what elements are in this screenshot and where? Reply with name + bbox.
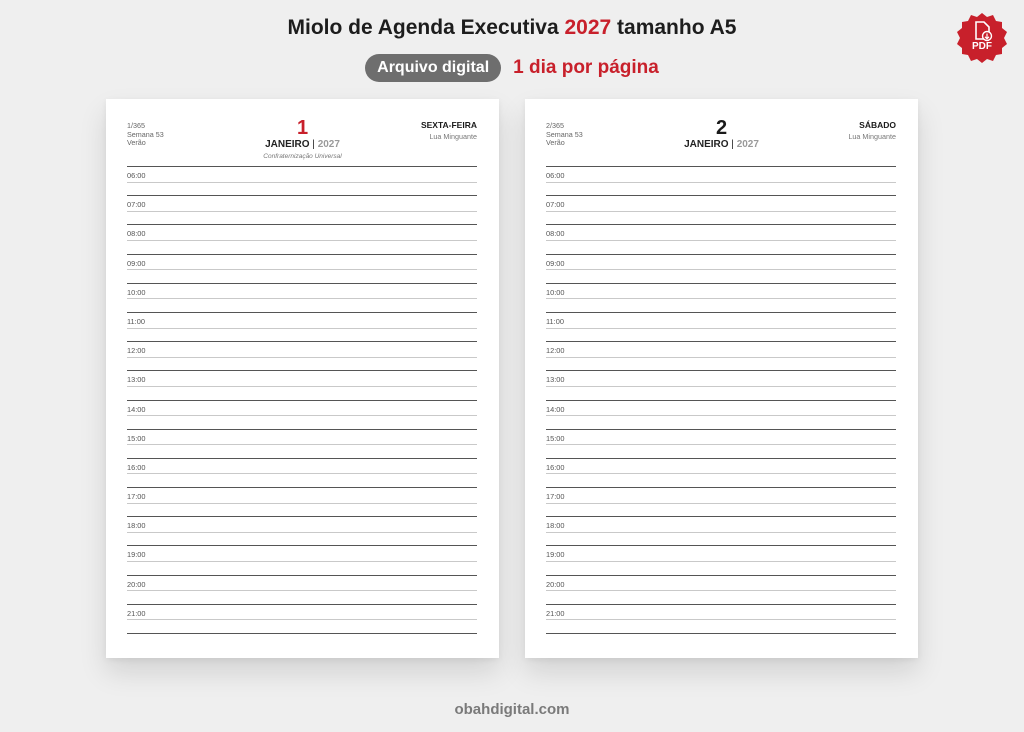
hour-label: 14:00 (127, 404, 146, 414)
season: Verão (546, 138, 565, 148)
subtitle-row (0, 54, 1024, 82)
pdf-label: PDF (972, 41, 992, 52)
hour-slot[interactable] (127, 341, 477, 370)
hour-label: 17:00 (546, 492, 565, 502)
half-hour-line (546, 357, 896, 358)
hour-slot[interactable] (546, 487, 896, 516)
half-hour-line (127, 182, 477, 183)
half-hour-line (127, 444, 477, 445)
hour-slot[interactable] (127, 166, 477, 195)
half-hour-line (127, 473, 477, 474)
digital-file-badge: Arquivo digital (365, 54, 501, 82)
half-hour-line (127, 298, 477, 299)
half-hour-line (127, 590, 477, 591)
pdf-badge (956, 12, 1008, 64)
half-hour-line (127, 269, 477, 270)
hour-slot[interactable] (546, 254, 896, 283)
hour-slot[interactable] (546, 458, 896, 487)
hour-slot[interactable] (127, 545, 477, 574)
hour-label: 12:00 (127, 346, 146, 356)
day-of-year: 2/365 (546, 121, 564, 130)
hour-label: 06:00 (546, 171, 565, 180)
hour-slot[interactable] (127, 370, 477, 399)
hour-label: 15:00 (546, 433, 565, 443)
hour-label: 10:00 (127, 287, 146, 297)
weekday: SÁBADO (859, 120, 896, 130)
hour-slot[interactable] (127, 604, 477, 633)
weekday-block (421, 120, 477, 141)
hour-label: 11:00 (546, 316, 564, 326)
half-hour-line (546, 328, 896, 329)
hour-slot[interactable] (546, 604, 896, 633)
half-hour-line (546, 532, 896, 533)
hour-label: 20:00 (127, 579, 146, 589)
hour-label: 09:00 (127, 258, 146, 268)
half-hour-line (127, 240, 477, 241)
year: 2027 (317, 139, 340, 150)
hour-label: 16:00 (127, 462, 146, 472)
pdf-seal-icon (956, 12, 1008, 64)
hour-slot[interactable] (546, 545, 896, 574)
moon-phase: Lua Minguante (848, 132, 896, 141)
hour-label: 08:00 (127, 229, 146, 239)
hour-label: 07:00 (546, 200, 565, 210)
planner-page-day-2 (525, 99, 918, 658)
hour-label: 18:00 (127, 521, 146, 531)
holiday-label: Confraternização Universal (263, 153, 342, 160)
hour-label: 13:00 (127, 375, 146, 385)
hour-label: 21:00 (127, 608, 146, 618)
hour-slot[interactable] (546, 341, 896, 370)
half-hour-line (546, 503, 896, 504)
half-hour-line (546, 298, 896, 299)
weekday: SEXTA-FEIRA (420, 120, 477, 130)
hour-label: 10:00 (546, 287, 565, 297)
hour-label: 06:00 (127, 171, 146, 180)
half-hour-line (546, 590, 896, 591)
hour-label: 07:00 (127, 200, 146, 210)
page-title (0, 16, 1024, 40)
hour-slot[interactable] (546, 312, 896, 341)
title-text: Miolo de Agenda Executiva (287, 16, 565, 39)
half-hour-line (546, 182, 896, 183)
week-number: Semana 53 (127, 129, 164, 139)
half-hour-line (546, 444, 896, 445)
year: 2027 (736, 139, 759, 150)
separator: | (731, 139, 734, 150)
hour-label: 12:00 (546, 346, 565, 356)
hour-label: 19:00 (546, 550, 565, 560)
title-year: 2027 (564, 16, 612, 39)
half-hour-line (546, 473, 896, 474)
half-hour-line (127, 328, 477, 329)
title-size: tamanho A5 (611, 16, 737, 39)
hour-label: 15:00 (127, 433, 146, 443)
week-number: Semana 53 (546, 129, 583, 139)
hour-slot[interactable] (546, 166, 896, 195)
site-url: obahdigital.com (454, 701, 570, 718)
season: Verão (127, 138, 146, 148)
hour-label: 18:00 (546, 521, 565, 531)
half-hour-line (546, 240, 896, 241)
hour-slot[interactable] (127, 487, 477, 516)
hour-label: 16:00 (546, 462, 565, 472)
planner-page-day-1 (106, 99, 499, 658)
hour-label: 08:00 (546, 229, 565, 239)
separator: | (312, 139, 315, 150)
half-hour-line (127, 561, 477, 562)
day-number: 2 (715, 117, 728, 139)
hour-slot[interactable] (127, 458, 477, 487)
hour-label: 20:00 (546, 579, 565, 589)
month: JANEIRO (684, 139, 729, 150)
hour-slot[interactable] (127, 575, 477, 604)
hour-slots (127, 166, 477, 634)
hour-slot[interactable] (546, 429, 896, 458)
hour-slot[interactable] (127, 429, 477, 458)
hour-slot[interactable] (546, 516, 896, 545)
hour-label: 17:00 (127, 492, 146, 502)
hour-label: 14:00 (546, 404, 565, 414)
half-hour-line (546, 619, 896, 620)
half-hour-line (546, 211, 896, 212)
half-hour-line (127, 386, 477, 387)
hour-label: 13:00 (546, 375, 565, 385)
half-hour-line (546, 561, 896, 562)
hour-slot[interactable] (127, 224, 477, 253)
half-hour-line (127, 619, 477, 620)
tagline: 1 dia por página (513, 57, 659, 78)
half-hour-line (127, 211, 477, 212)
hour-slot[interactable] (546, 575, 896, 604)
hour-slot[interactable] (127, 283, 477, 312)
hour-label: 09:00 (546, 258, 565, 268)
hour-slot[interactable] (546, 283, 896, 312)
closing-line (546, 633, 896, 634)
closing-line (127, 633, 477, 634)
month: JANEIRO (265, 139, 310, 150)
hour-label: 21:00 (546, 608, 565, 618)
hour-label: 11:00 (127, 316, 145, 326)
hour-slot[interactable] (546, 195, 896, 224)
hour-slots (546, 166, 896, 634)
half-hour-line (546, 386, 896, 387)
hour-slot[interactable] (127, 312, 477, 341)
hour-slot[interactable] (127, 195, 477, 224)
hour-slot[interactable] (127, 400, 477, 429)
half-hour-line (127, 503, 477, 504)
half-hour-line (546, 269, 896, 270)
hour-slot[interactable] (127, 516, 477, 545)
moon-phase: Lua Minguante (429, 132, 477, 141)
weekday-block (848, 120, 896, 141)
hour-label: 19:00 (127, 550, 146, 560)
half-hour-line (546, 415, 896, 416)
hour-slot[interactable] (546, 370, 896, 399)
half-hour-line (127, 415, 477, 416)
day-of-year: 1/365 (127, 121, 145, 130)
half-hour-line (127, 532, 477, 533)
half-hour-line (127, 357, 477, 358)
day-number: 1 (296, 117, 309, 139)
hour-slot[interactable] (127, 254, 477, 283)
hour-slot[interactable] (546, 224, 896, 253)
hour-slot[interactable] (546, 400, 896, 429)
